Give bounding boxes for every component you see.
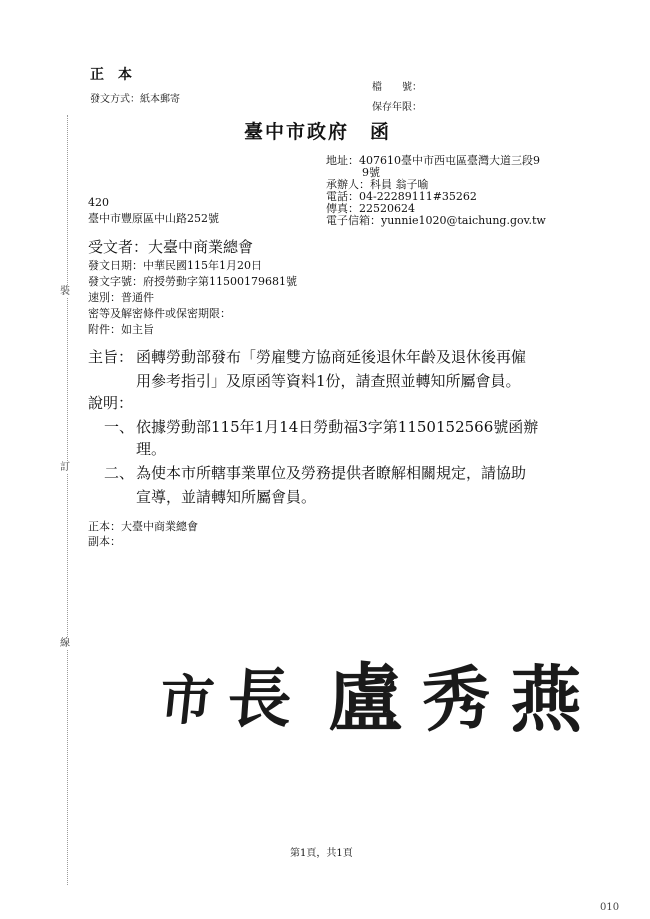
sender-fax: 傳真：22520624 [326, 202, 415, 215]
page-number: 第1頁，共1頁 [290, 848, 353, 859]
item1-number: 一、 [104, 418, 135, 436]
sender-contact: 承辦人：科員 翁子喻 [326, 178, 429, 191]
item2-line2: 宣導，並請轉知所屬會員。 [136, 488, 317, 506]
retention-label: 保存年限： [372, 102, 422, 113]
file-number-label: 檔 號： [372, 82, 422, 93]
sender-phone: 電話：04-22289111#35262 [326, 190, 477, 203]
binding-dotted-line [67, 115, 68, 885]
signature-char-3: 盧 [328, 656, 402, 742]
distribution-original: 正本：大臺中商業總會 [88, 520, 198, 533]
subject-line2: 用參考指引」及原函等資料1份，請查照並轉知所屬會員。 [136, 372, 521, 390]
copy-label: 正 本 [90, 67, 132, 83]
issue-date: 發文日期：中華民國115年1月20日 [88, 259, 262, 272]
explanation-label: 說明： [88, 394, 134, 412]
binding-mark-bind: 裝 [60, 286, 70, 297]
subject-line1: 函轉勞動部發布「勞雇雙方協商延後退休年齡及退休後再僱 [136, 348, 527, 366]
recipient-postal-code: 420 [88, 196, 109, 209]
sender-email: 電子信箱：yunnie1020@taichung.gov.tw [326, 214, 546, 227]
item1-line2: 理。 [136, 440, 167, 458]
distribution-copy: 副本： [88, 535, 121, 548]
addressee: 受文者：大臺中商業總會 [88, 238, 254, 256]
signature-char-2: 長 [224, 662, 295, 737]
sender-address-line2: 9號 [362, 166, 380, 179]
mayor-signature [150, 630, 590, 743]
signature-char-5: 燕 [510, 657, 583, 742]
item2-number: 二、 [104, 464, 135, 482]
sheet-number: 010 [600, 902, 620, 913]
signature-char-4: 秀 [419, 657, 494, 743]
attachment: 附件：如主旨 [88, 323, 154, 336]
send-method: 發文方式：紙本郵寄 [90, 94, 180, 105]
speed-class: 速別：普通件 [88, 291, 154, 304]
meta-block [88, 258, 297, 338]
subject-label: 主旨： [88, 348, 134, 366]
secrecy-conditions: 密等及解密條件或保密期限： [88, 307, 231, 320]
signature-char-1: 市 [156, 668, 217, 732]
binding-mark-line: 線 [60, 638, 70, 649]
document-number: 發文字號：府授勞動字第11500179681號 [88, 275, 297, 288]
item1-line1: 依據勞動部115年1月14日勞動福3字第1150152566號函辦 [136, 418, 539, 436]
sender-address-line1: 地址：407610臺中市西屯區臺灣大道三段9 [326, 154, 540, 167]
recipient-address: 臺中市豐原區中山路252號 [88, 212, 219, 225]
item2-line1: 為使本市所轄事業單位及勞務提供者瞭解相關規定，請協助 [136, 464, 527, 482]
binding-mark-staple: 訂 [60, 462, 70, 473]
sender-block [326, 155, 546, 227]
page-title: 臺中市政府 函 [244, 121, 392, 143]
